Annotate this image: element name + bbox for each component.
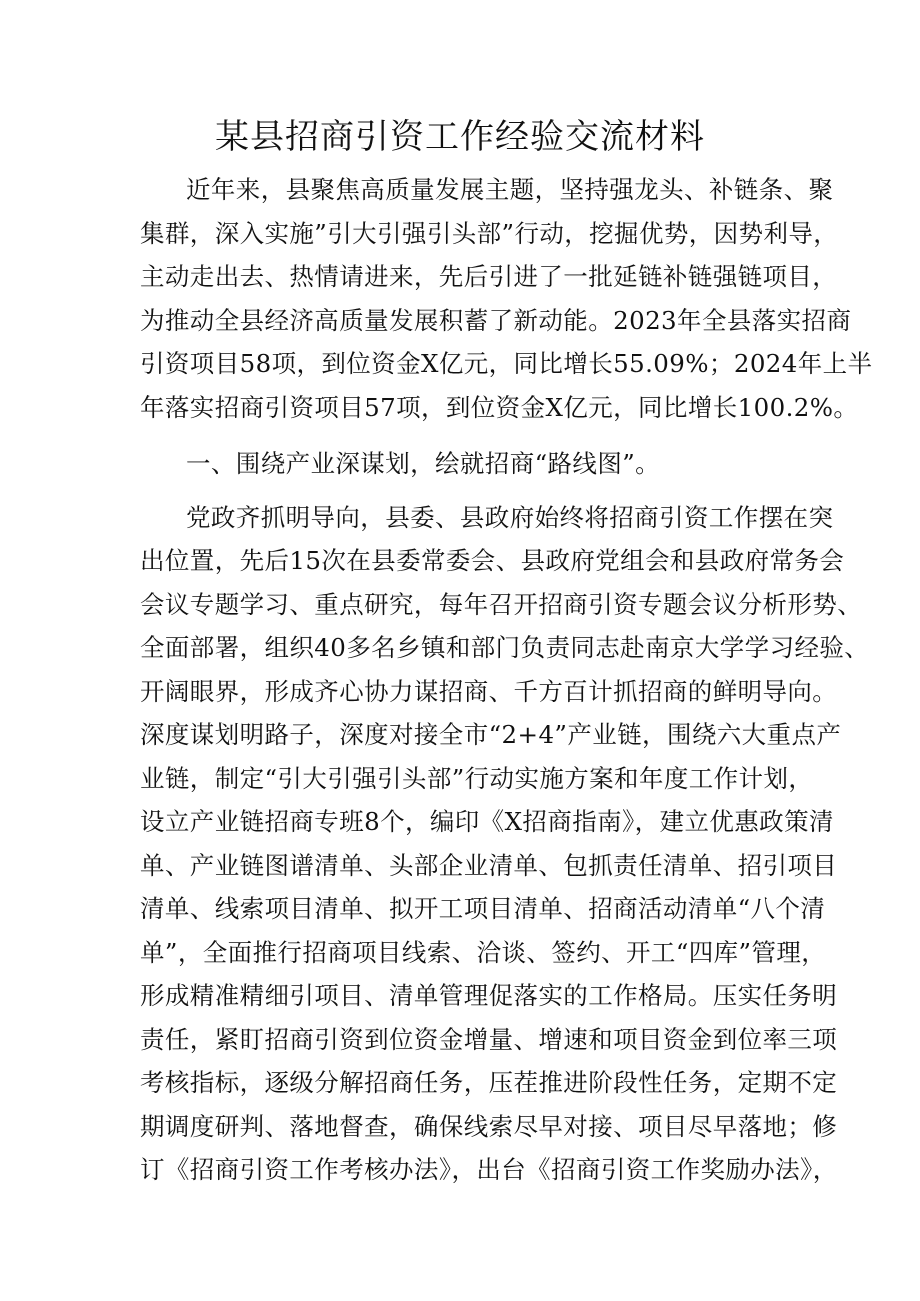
body-line: 集群，深入实施”引大引强引头部”行动，挖掘优势，因势利导，	[140, 219, 839, 248]
body-line: 年落实招商引资项目57项，到位资金X亿元，同比增长100.2%。	[140, 393, 859, 422]
body-line: 会议专题学习、重点研究，每年召开招商引资专题会议分析形势、	[140, 590, 863, 619]
body-line: 党政齐抓明导向，县委、县政府始终将招商引资工作摆在突	[186, 503, 834, 532]
body-line: 业链，制定“引大引强引头部”行动实施方案和年度工作计划，	[140, 764, 814, 793]
body-line: 清单、线索项目清单、拟开工项目清单、招商活动清单“八个清	[140, 894, 826, 923]
body-line: 订《招商引资工作考核办法》，出台《招商引资工作奖励办法》，	[140, 1155, 838, 1184]
body-line: 设立产业链招商专班8个，编印《X招商指南》，建立优惠政策清	[140, 807, 834, 836]
body-line: 全面部署，组织40多名乡镇和部门负责同志赴南京大学学习经验、	[140, 633, 870, 662]
body-line: 期调度研判、落地督查，确保线索尽早对接、项目尽早落地；修	[140, 1112, 838, 1141]
body-line: 主动走出去、热情请进来，先后引进了一批延链补链强链项目，	[140, 262, 838, 291]
section-heading: 一、围绕产业深谋划，绘就招商“路线图”。	[186, 449, 661, 478]
body-line: 为推动全县经济高质量发展积蓄了新动能。2023年全县落实招商	[140, 306, 852, 335]
body-line: 引资项目58项，到位资金X亿元，同比增长55.09%；2024年上半	[140, 349, 873, 378]
body-line: 形成精准精细引项目、清单管理促落实的工作格局。压实任务明	[140, 981, 838, 1010]
body-line: 出位置，先后15次在县委常委会、县政府党组会和县政府常务会	[140, 546, 845, 575]
body-line: 开阔眼界，形成齐心协力谋招商、千方百计抓招商的鲜明导向。	[140, 677, 838, 706]
body-line: 深度谋划明路子，深度对接全市“2+4”产业链，围绕六大重点产	[140, 720, 842, 749]
body-line: 考核指标，逐级分解招商任务，压茬推进阶段性任务，定期不定	[140, 1068, 838, 1097]
document-title: 某县招商引资工作经验交流材料	[215, 117, 705, 157]
body-line: 近年来，县聚焦高质量发展主题，坚持强龙头、补链条、聚	[186, 175, 834, 204]
body-line: 单”，全面推行招商项目线索、洽谈、签约、开工“四库”管理，	[140, 938, 827, 967]
body-line: 单、产业链图谱清单、头部企业清单、包抓责任清单、招引项目	[140, 851, 838, 880]
body-line: 责任，紧盯招商引资到位资金增量、增速和项目资金到位率三项	[140, 1025, 838, 1054]
